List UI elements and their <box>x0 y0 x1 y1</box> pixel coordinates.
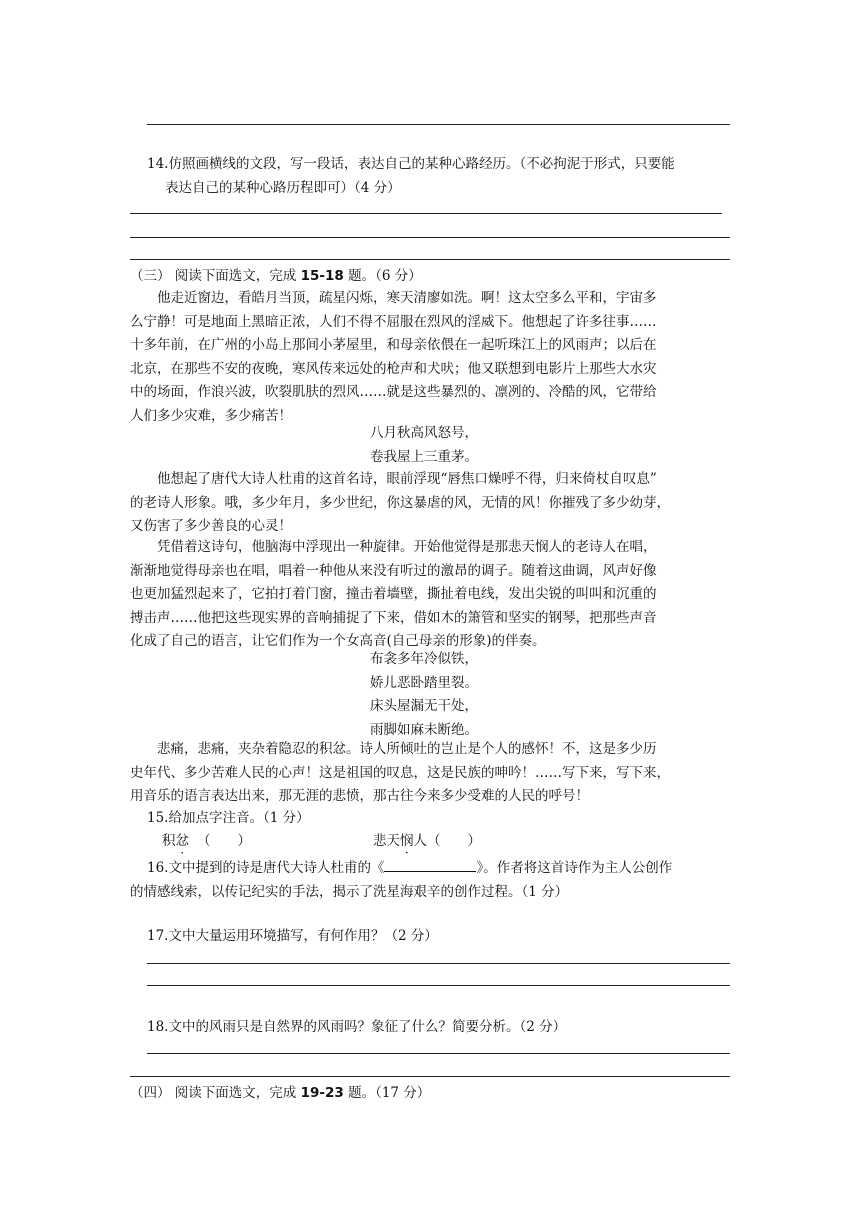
answer-line-17b[interactable] <box>147 985 730 986</box>
section-3-range: 15-18 <box>300 268 344 284</box>
section-4-range: 19-23 <box>300 1085 344 1101</box>
section-3-heading-pre: （三） 阅读下面选文，完成 <box>130 268 301 284</box>
passage-line: 么宁静！可是地面上黑暗正浓，人们不得不屈服在烈风的淫威下。他想起了许多往事…… <box>130 313 657 330</box>
item-2-suffix-with-paren[interactable]: 人（ ） <box>413 833 481 849</box>
question-16-line1 <box>147 856 672 876</box>
poem-line: 娇儿恶卧踏里裂。 <box>370 674 478 691</box>
passage-line: 人们多少灾难，多少痛苦！ <box>130 407 292 424</box>
poem-title-blank[interactable] <box>384 857 476 872</box>
passage-paragraph-2 <box>130 468 730 539</box>
question-14-line1: 14.仿照画横线的文段，写一段话，表达自己的某种心路经历。（不必拘泥于形式，只要能 <box>147 156 675 172</box>
passage-line: 他走近窗边，看皓月当顶，疏星闪烁，寒天清廖如洗。啊！这太空多么平和，宇宙多 <box>130 290 657 306</box>
item-1-dotted-char: 忿 <box>175 833 189 849</box>
passage-line: 搏击声……他把这些现实界的音响捕捉了下来，借如木的箫管和坚实的钢琴，把那些声音 <box>130 609 657 626</box>
section-4-heading-post: 题。（17 分） <box>343 1085 431 1101</box>
passage-line: 用音乐的语言表达出来，那无涯的悲愤，那古往今来多少受难的人民的呼号！ <box>130 788 589 804</box>
section-4-heading-pre: （四） 阅读下面选文，完成 <box>130 1085 301 1101</box>
section-3-heading-post: 题。（6 分） <box>343 268 422 284</box>
item-1-answer-paren[interactable]: （ ） <box>197 833 251 849</box>
item-1-prefix: 积 <box>162 833 176 849</box>
section-3-heading <box>130 264 422 284</box>
question-18: 18.文中的风雨只是自然界的风雨吗？象征了什么？简要分析。（2 分） <box>147 1019 567 1035</box>
passage-line: 中的场面，作浪兴波，吹裂肌肤的烈风……就是这些暴烈的、凛冽的、冷酷的风，它带给 <box>130 384 657 400</box>
question-15: 15.给加点字注音。（1 分） <box>147 810 310 826</box>
answer-line-14c[interactable] <box>130 259 730 260</box>
passage-paragraph-4 <box>130 738 730 809</box>
question-16-line2: 的情感线索，以传记纪实的手法，揭示了洗星海艰辛的创作过程。（1 分） <box>130 884 569 900</box>
passage-line: 也更加猛烈起来了，它拍打着门窗，撞击着墙壁，撕扯着电线，发出尖锐的叫叫和沉重的 <box>130 586 657 602</box>
answer-line-14b[interactable] <box>130 237 730 238</box>
question-16-pre: 16.文中提到的诗是唐代大诗人杜甫的《 <box>147 860 385 876</box>
answer-line-top[interactable] <box>147 124 730 125</box>
passage-line: 史年代、多少苦难人民的心声！这是祖国的叹息，这是民族的呻吟！……写下来，写下来， <box>130 764 670 781</box>
passage-line: 的老诗人形象。哦，多少年月，多少世纪，你这暴虐的风，无情的风！你摧残了多少幼芽， <box>130 494 670 511</box>
question-17: 17.文中大量运用环境描写，有何作用？（2 分） <box>147 928 438 944</box>
answer-line-17a[interactable] <box>147 963 730 964</box>
question-15-item-1 <box>162 829 251 849</box>
question-14-line2: 表达自己的某种心路历程即可）（4 分） <box>165 180 401 196</box>
passage-paragraph-3 <box>130 536 730 654</box>
passage-line: 北京，在那些不安的夜晚，寒风传来远处的枪声和犬吠；他又联想到电影片上那些大水灾 <box>130 360 657 377</box>
poem-line: 雨脚如麻未断绝。 <box>370 721 478 738</box>
passage-line: 十多年前，在广州的小岛上那间小茅屋里，和母亲依偎在一起听珠江上的风雨声；以后在 <box>130 337 657 353</box>
answer-line-18a[interactable] <box>147 1053 730 1054</box>
item-2-dotted-char: 悯 <box>400 833 414 849</box>
section-4-heading <box>130 1081 430 1101</box>
poem-excerpt-1 <box>370 422 478 469</box>
passage-line: 他想起了唐代大诗人杜甫的这首名诗，眼前浮现“唇焦口燥呼不得，归来倚杖自叹息” <box>130 471 657 487</box>
passage-line: 化成了自己的语言，让它们作为一个女高音(自己母亲的形象)的伴奏。 <box>130 633 546 649</box>
item-2-prefix: 悲天 <box>373 833 400 849</box>
passage-line: 悲痛，悲痛，夹杂着隐忍的积忿。诗人所倾吐的岂止是个人的感怀！不，这是多少历 <box>130 741 657 757</box>
answer-line-18b[interactable] <box>130 1076 730 1077</box>
passage-paragraph-1 <box>130 287 730 428</box>
passage-line: 凭借着这诗句，他脑海中浮现出一种旋律。开始他觉得是那悲天悯人的老诗人在唱， <box>130 539 657 555</box>
question-16-post: 》。作者将这首诗作为主人公创作 <box>476 860 673 876</box>
passage-line: 又伤害了多少善良的心灵！ <box>130 518 292 534</box>
passage-line: 渐渐地觉得母亲也在唱，唱着一种他从来没有听过的激昂的调子。随着这曲调，风声好像 <box>130 562 657 579</box>
poem-excerpt-2 <box>370 648 478 742</box>
question-15-item-2 <box>373 829 481 849</box>
poem-line: 卷我屋上三重茅。 <box>370 448 478 465</box>
poem-line: 床头屋漏无干处， <box>370 698 478 714</box>
answer-line-14a[interactable] <box>130 213 722 214</box>
poem-line: 八月秋高风怒号， <box>370 425 478 441</box>
poem-line: 布衾多年冷似铁， <box>370 651 478 667</box>
